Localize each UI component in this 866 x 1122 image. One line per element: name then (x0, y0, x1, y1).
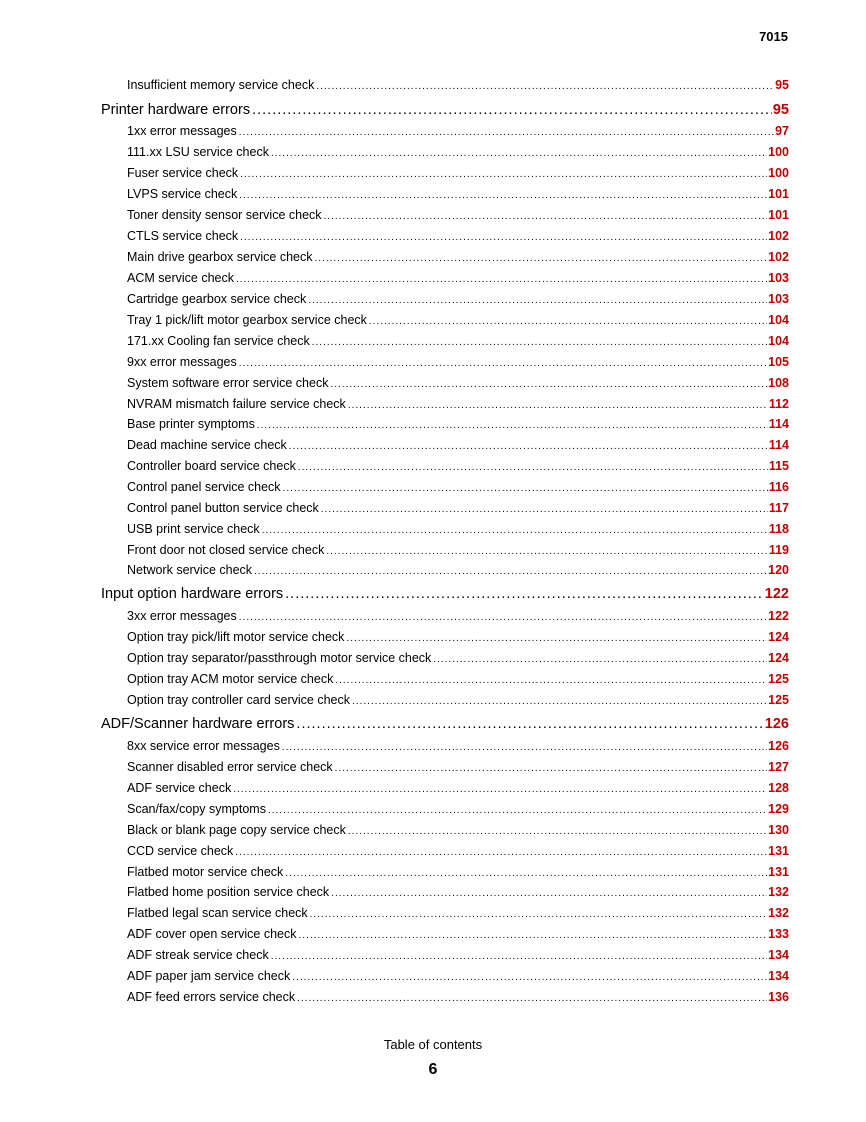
toc-entry-title: Cartridge gearbox service check (127, 292, 307, 306)
toc-page-link[interactable]: 119 (768, 543, 789, 557)
toc-page-link[interactable]: 95 (775, 78, 789, 92)
toc-dot-leader (268, 805, 767, 816)
toc-entry-title: 3xx error messages (127, 609, 237, 623)
toc-entry-title: CTLS service check (127, 229, 239, 243)
toc-entry[interactable] (127, 969, 789, 987)
toc-dot-leader (239, 612, 767, 623)
footer-page-number: 6 (428, 1061, 438, 1078)
toc-entry[interactable] (127, 250, 789, 268)
toc-entry[interactable] (127, 271, 789, 289)
toc-page-link[interactable]: 128 (768, 781, 789, 795)
toc-entry-title: 9xx error messages (127, 355, 237, 369)
toc-page-link[interactable]: 124 (768, 630, 789, 644)
toc-entry-title: Scan/fax/copy symptoms (127, 802, 266, 816)
toc-entry-title: Toner density sensor service check (127, 208, 322, 222)
toc-dot-leader (433, 654, 767, 665)
toc-dot-leader (283, 483, 768, 494)
toc-entry-title: Control panel button service check (127, 501, 319, 515)
toc-page-link[interactable]: 120 (768, 563, 789, 577)
toc-page-link[interactable]: 103 (768, 292, 789, 306)
toc-dot-leader (316, 81, 774, 92)
toc-dot-leader (235, 847, 767, 858)
toc-page-link[interactable]: 134 (768, 948, 789, 962)
toc-dot-leader (315, 253, 768, 264)
toc-page-link[interactable]: 134 (768, 969, 789, 983)
toc-entry[interactable] (127, 501, 789, 519)
toc-entry-title: Network service check (127, 563, 253, 577)
toc-dot-leader (271, 148, 767, 159)
toc-page-link[interactable]: 129 (768, 802, 789, 816)
toc-page-link[interactable]: 124 (768, 651, 789, 665)
toc-entry-title: Front door not closed service check (127, 543, 325, 557)
toc-page-link[interactable]: 108 (768, 376, 789, 390)
toc-entry-title: Controller board service check (127, 459, 296, 473)
toc-entry[interactable] (127, 334, 789, 352)
toc-dot-leader (257, 420, 768, 431)
toc-entry[interactable] (127, 865, 789, 883)
toc-page-link[interactable]: 133 (768, 927, 789, 941)
toc-dot-leader (298, 462, 768, 473)
toc-dot-leader (330, 379, 767, 390)
toc-entry-title: 8xx service error messages (127, 739, 280, 753)
toc-dot-leader (348, 826, 767, 837)
toc-page-link[interactable]: 102 (768, 229, 789, 243)
toc-page-link[interactable]: 105 (768, 355, 789, 369)
toc-entry[interactable] (127, 948, 789, 966)
toc-page-link[interactable]: 116 (768, 480, 789, 494)
toc-entry[interactable] (127, 760, 789, 778)
toc-page-link[interactable]: 136 (768, 990, 789, 1004)
toc-entry[interactable] (127, 166, 789, 184)
toc-dot-leader (348, 400, 768, 411)
toc-entry-title: ADF/Scanner hardware errors (101, 716, 295, 732)
toc-entry-title: Input option hardware errors (101, 586, 284, 602)
toc-dot-leader (233, 784, 767, 795)
toc-page-link[interactable]: 132 (768, 885, 789, 899)
toc-dot-leader (285, 586, 764, 602)
toc-section-entry[interactable] (101, 716, 789, 736)
toc-entry[interactable] (127, 823, 789, 841)
toc-page-link[interactable]: 131 (768, 844, 789, 858)
toc-entry-title: CCD service check (127, 844, 234, 858)
toc-entry-title: LVPS service check (127, 187, 238, 201)
toc-entry[interactable] (127, 355, 789, 373)
toc-dot-leader (292, 972, 767, 983)
toc-entry[interactable] (127, 417, 789, 435)
toc-entry-title: Main drive gearbox service check (127, 250, 313, 264)
toc-page-link[interactable]: 112 (768, 397, 789, 411)
toc-page-link[interactable]: 122 (764, 586, 789, 602)
toc-page-link[interactable]: 102 (768, 250, 789, 264)
toc-entry[interactable] (127, 187, 789, 205)
toc-entry-title: ADF service check (127, 781, 232, 795)
toc-entry[interactable] (127, 693, 789, 711)
toc-entry-title: ACM service check (127, 271, 234, 285)
toc-page-link[interactable]: 126 (764, 716, 789, 732)
toc-page-link[interactable]: 95 (772, 102, 789, 118)
toc-page-link[interactable]: 125 (768, 672, 789, 686)
toc-dot-leader (346, 633, 767, 644)
toc-entry-title: NVRAM mismatch failure service check (127, 397, 346, 411)
toc-entry[interactable] (127, 844, 789, 862)
toc-entry-title: Printer hardware errors (101, 102, 251, 118)
toc-page-link[interactable]: 100 (768, 145, 789, 159)
toc-entry-title: ADF cover open service check (127, 927, 297, 941)
toc-entry[interactable] (127, 78, 789, 96)
toc-dot-leader (239, 190, 767, 201)
toc-entry[interactable] (127, 609, 789, 627)
toc-entry[interactable] (127, 781, 789, 799)
toc-page-link[interactable]: 104 (768, 313, 789, 327)
toc-entry[interactable] (127, 208, 789, 226)
toc-entry-title: 171.xx Cooling fan service check (127, 334, 310, 348)
toc-entry-title: Tray 1 pick/lift motor gearbox service check (127, 313, 367, 327)
toc-dot-leader (321, 504, 768, 515)
toc-entry-title: Black or blank page copy service check (127, 823, 346, 837)
toc-dot-leader (289, 441, 768, 452)
toc-page-link[interactable]: 100 (768, 166, 789, 180)
toc-page-link[interactable]: 127 (768, 760, 789, 774)
toc-entry[interactable] (127, 802, 789, 820)
toc-dot-leader (240, 232, 767, 243)
toc-page-link[interactable]: 126 (768, 739, 789, 753)
toc-entry-title: Option tray pick/lift motor service check (127, 630, 345, 644)
toc-section-entry[interactable] (101, 102, 789, 122)
toc-entry[interactable] (127, 927, 789, 945)
toc-page-link[interactable]: 101 (768, 187, 789, 201)
toc-dot-leader (326, 546, 768, 557)
toc-dot-leader (310, 909, 767, 920)
toc-entry[interactable] (127, 672, 789, 690)
toc-entry-title: Scanner disabled error service check (127, 760, 333, 774)
toc-dot-leader (369, 316, 767, 327)
toc-entry-title: Option tray separator/passthrough motor service check (127, 651, 432, 665)
toc-entry[interactable] (127, 459, 789, 477)
toc-entry-title: Flatbed legal scan service check (127, 906, 308, 920)
toc-entry[interactable] (127, 522, 789, 540)
toc-dot-leader (236, 274, 767, 285)
toc-entry-title: ADF feed errors service check (127, 990, 296, 1004)
toc-entry[interactable] (127, 229, 789, 247)
toc-dot-leader (335, 763, 767, 774)
toc-dot-leader (271, 951, 767, 962)
toc-page-link[interactable]: 130 (768, 823, 789, 837)
toc-entry[interactable] (127, 739, 789, 757)
toc-dot-leader (335, 675, 767, 686)
toc-page-link[interactable]: 104 (768, 334, 789, 348)
toc-entry[interactable] (127, 313, 789, 331)
toc-page-link[interactable]: 132 (768, 906, 789, 920)
toc-entry-title: Option tray controller card service check (127, 693, 351, 707)
toc-entry[interactable] (127, 990, 789, 1008)
toc-page-link[interactable]: 125 (768, 693, 789, 707)
toc-entry[interactable] (127, 906, 789, 924)
toc-entry-title: Fuser service check (127, 166, 239, 180)
toc-entry-title: Base printer symptoms (127, 417, 255, 431)
toc-page-link[interactable]: 114 (768, 417, 789, 431)
toc-entry-title: USB print service check (127, 522, 260, 536)
toc-dot-leader (254, 566, 767, 577)
toc-entry[interactable] (127, 543, 789, 561)
toc-dot-leader (308, 295, 767, 306)
toc-entry[interactable] (127, 124, 789, 142)
toc-entry-title: System software error service check (127, 376, 329, 390)
toc-dot-leader (252, 102, 772, 118)
toc-section-entry[interactable] (101, 586, 789, 606)
toc-entry[interactable] (127, 630, 789, 648)
toc-dot-leader (324, 211, 768, 222)
toc-entry-title: Dead machine service check (127, 438, 287, 452)
toc-entry[interactable] (127, 292, 789, 310)
toc-dot-leader (239, 358, 767, 369)
toc-dot-leader (296, 716, 763, 732)
toc-entry[interactable] (127, 885, 789, 903)
toc-dot-leader (262, 525, 768, 536)
toc-entry-title: 1xx error messages (127, 124, 237, 138)
toc-entry-title: ADF paper jam service check (127, 969, 291, 983)
toc-page-link[interactable]: 131 (768, 865, 789, 879)
toc-entry[interactable] (127, 651, 789, 669)
toc-entry-title: 111.xx LSU service check (127, 145, 269, 159)
toc-entry[interactable] (127, 563, 789, 581)
toc-dot-leader (297, 993, 767, 1004)
toc-dot-leader (331, 888, 767, 899)
toc-dot-leader (239, 127, 774, 138)
toc-entry-title: Option tray ACM motor service check (127, 672, 334, 686)
toc-page-link[interactable]: 97 (775, 124, 789, 138)
toc-entry[interactable] (127, 376, 789, 394)
toc-entry-title: Flatbed home position service check (127, 885, 330, 899)
toc-dot-leader (240, 169, 767, 180)
toc-page-link[interactable]: 122 (768, 609, 789, 623)
toc-page-link[interactable]: 117 (768, 501, 789, 515)
toc-entry[interactable] (127, 145, 789, 163)
toc-page-link[interactable]: 114 (768, 438, 789, 452)
toc-entry-title: Insufficient memory service check (127, 78, 315, 92)
toc-dot-leader (312, 337, 767, 348)
toc-dot-leader (352, 696, 767, 707)
toc-entry-title: Flatbed motor service check (127, 865, 284, 879)
toc-dot-leader (285, 868, 767, 879)
toc-page-link[interactable]: 103 (768, 271, 789, 285)
toc-page-link[interactable]: 118 (768, 522, 789, 536)
document-model-number: 7015 (759, 29, 788, 44)
toc-entry[interactable] (127, 480, 789, 498)
toc-dot-leader (282, 742, 767, 753)
toc-entry-title: Control panel service check (127, 480, 281, 494)
toc-entry[interactable] (127, 397, 789, 415)
toc-entry[interactable] (127, 438, 789, 456)
toc-dot-leader (299, 930, 768, 941)
toc-page-link[interactable]: 101 (768, 208, 789, 222)
footer-label: Table of contents (383, 1037, 483, 1052)
toc-entry-title: ADF streak service check (127, 948, 269, 962)
toc-page-link[interactable]: 115 (768, 459, 789, 473)
